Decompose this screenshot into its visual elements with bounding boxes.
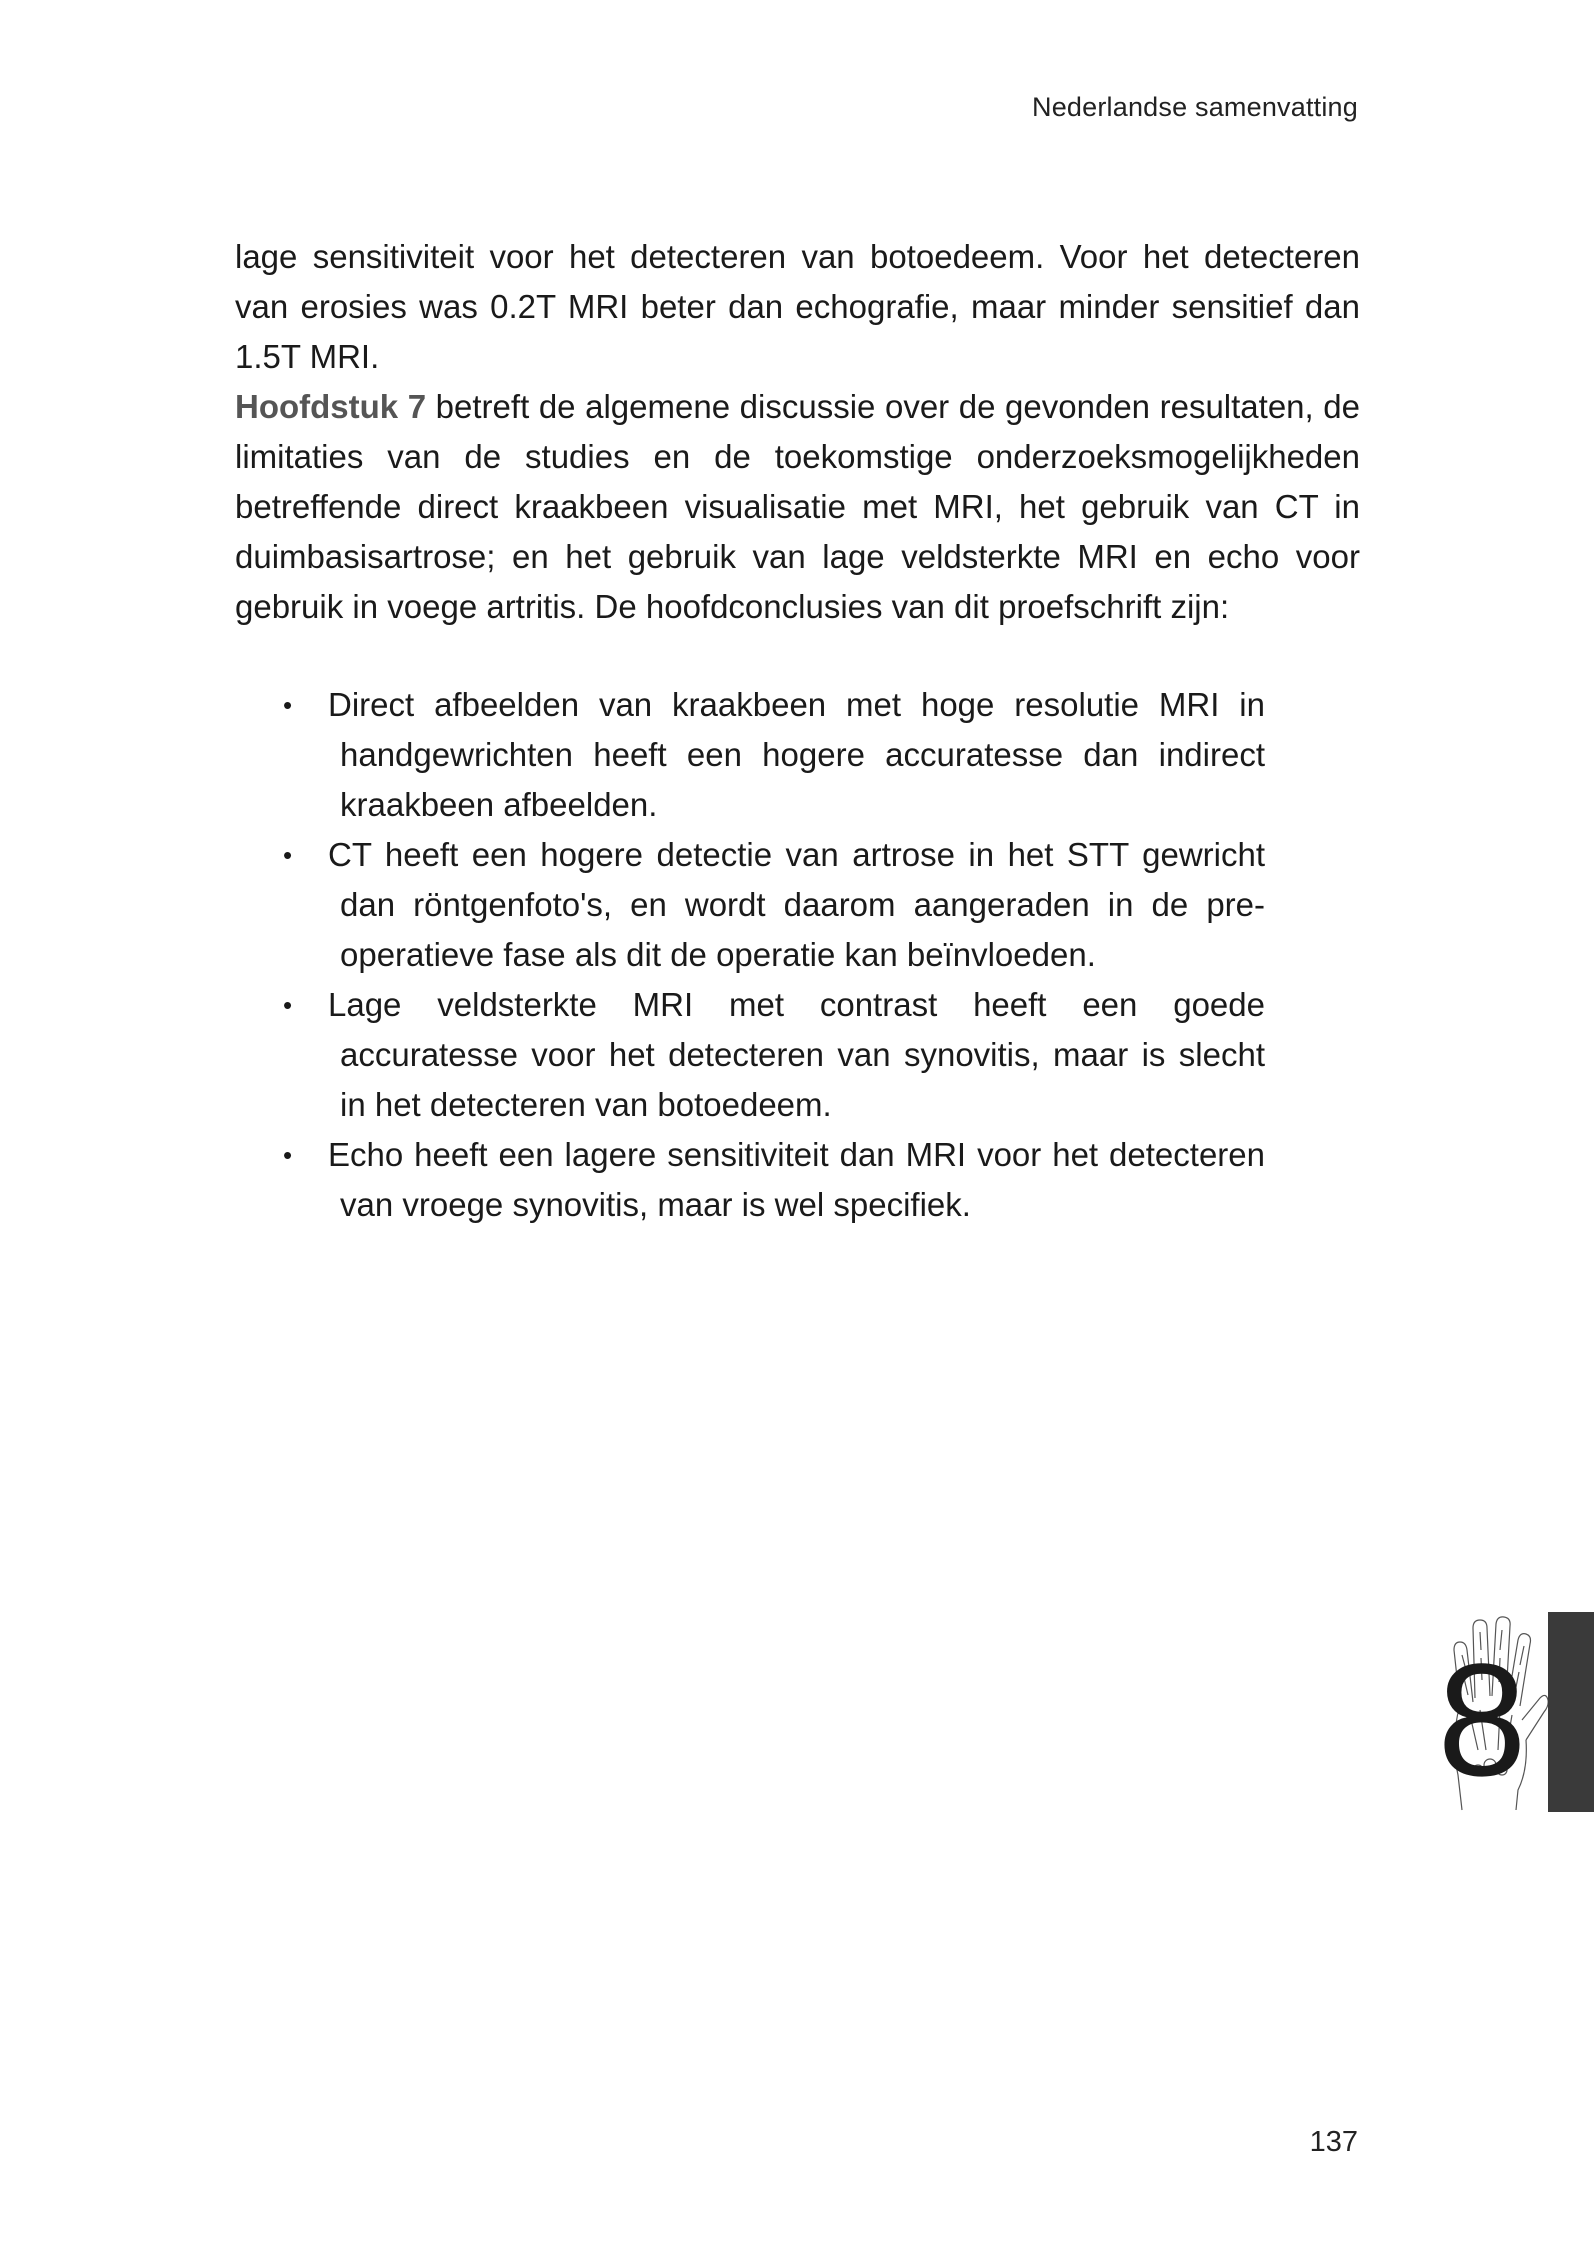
bullet-icon: • xyxy=(283,990,293,1020)
chapter-number: 8 xyxy=(1437,1630,1527,1809)
chapter-tab xyxy=(1548,1612,1594,1812)
list-item xyxy=(235,1130,1265,1230)
list-item xyxy=(235,830,1265,980)
list-item xyxy=(235,680,1265,830)
list-item xyxy=(235,980,1265,1130)
conclusions-list xyxy=(235,680,1265,1230)
list-item-text: Direct afbeelden van kraakbeen met hoge resolutie MRI in handgewrichten heeft een hogere accuratesse dan indirect kraakbeen afbeelden. xyxy=(328,686,1265,823)
paragraph-chapter-7-text: betreft de algemene discussie over de gevonden resultaten, de limitaties van de studies en de toekomstige onderzoeksmogelijkheden betreffende direct kraakbeen visualisatie met MRI, het gebruik van CT in duimbasisartrose; en het gebruik van lage veldsterkte MRI en echo voor gebruik in voege artritis. De hoofdconclusies van dit proefschrift zijn: xyxy=(235,388,1360,625)
running-header: Nederlandse samenvatting xyxy=(1032,92,1358,122)
list-item-text: Echo heeft een lagere sensitiviteit dan MRI voor het detecteren van vroege synovitis, maar is wel specifiek. xyxy=(328,1136,1265,1223)
bullet-icon: • xyxy=(283,690,293,720)
bullet-icon: • xyxy=(283,1140,293,1170)
page-number: 137 xyxy=(1309,2126,1358,2158)
list-item-text: CT heeft een hogere detectie van artrose in het STT gewricht dan röntgenfoto's, en wordt daarom aangeraden in de pre-operatieve fase als dit de operatie kan beïnvloeden. xyxy=(328,836,1265,973)
bullet-icon: • xyxy=(283,840,293,870)
paragraph-continuation: lage sensitiviteit voor het detecteren van botoedeem. Voor het detecteren van erosies was 0.2T MRI beter dan echografie, maar minder sensitief dan 1.5T MRI. xyxy=(235,238,1360,375)
list-item-text: Lage veldsterkte MRI met contrast heeft een goede accuratesse voor het detecteren van synovitis, maar is slecht in het detecteren van botoedeem. xyxy=(328,986,1265,1123)
chapter-label: Hoofdstuk 7 xyxy=(235,388,427,425)
paragraph-chapter-7 xyxy=(235,382,1360,632)
